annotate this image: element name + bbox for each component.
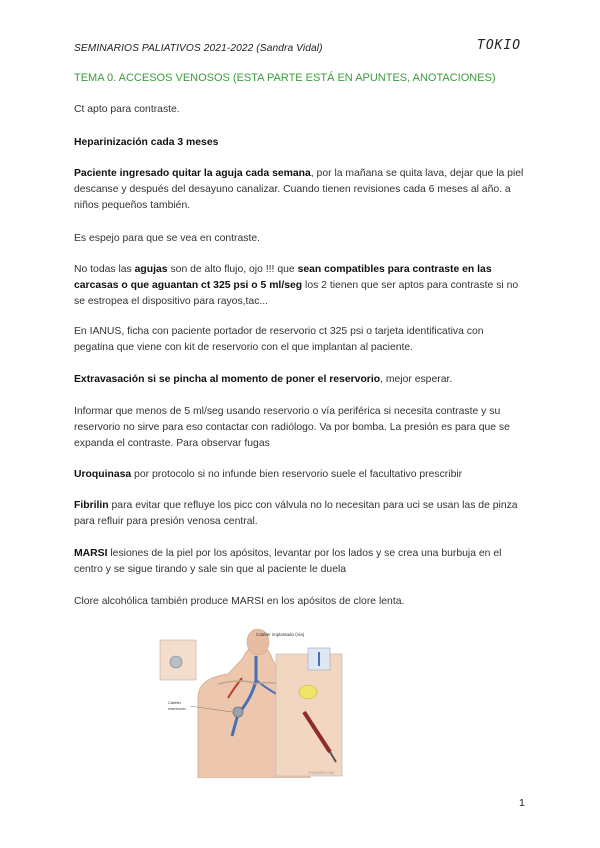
paragraph-heparin [74, 135, 526, 151]
figure-label-catheter: Catéter [168, 700, 182, 705]
paragraph-mirror [74, 231, 526, 247]
paragraph-text: lesiones de la piel por los apósitos, levantar por los lados y se crea una burbuja en el centro y se sigue tirando y sale sin que al paciente le duela [74, 548, 502, 575]
paragraph-bold: Extravasación si se pincha al momento de poner el reservorio [74, 374, 381, 385]
needle-dressing [299, 685, 317, 699]
paragraph-text: Es espejo para que se vea en contraste. [74, 233, 260, 244]
figure-watermark: TRADINGCOM [308, 771, 334, 775]
paragraph-ianus [74, 324, 526, 356]
paragraph-text: , por la mañana se quita lava, dejar que la piel descanse y después del desayuno canalizar. Cuando tienen revisiones cada 6 meses al año. a niños pequeños también. [74, 168, 524, 211]
inset-port [170, 656, 182, 668]
paragraph-urokinase [74, 467, 526, 483]
paragraph-extravasation [74, 372, 526, 388]
paragraph-needles-flow [74, 262, 526, 310]
paragraph-bold: Paciente ingresado quitar la aguja cada semana [74, 168, 311, 179]
paragraph-text: No todas las [74, 264, 135, 275]
paragraph-contrast [74, 102, 526, 118]
paragraph-marsi [74, 546, 526, 578]
right-inset-box [276, 654, 342, 776]
paragraph-text: , mejor esperar. [380, 374, 453, 385]
paragraph-chlorhexidine [74, 594, 526, 610]
paragraph-inform [74, 404, 526, 452]
paragraph-bold: Uroquinasa [74, 469, 132, 480]
section-title: TEMA 0. ACCESOS VENOSOS (ESTA PARTE ESTÁ EN APUNTES, ANOTACIONES) [74, 72, 496, 84]
page-number: 1 [519, 797, 525, 809]
figure-caption: Catéter implantado (vía) [256, 632, 305, 637]
paragraph-text: En IANUS, ficha con paciente portador de reservorio ct 325 psi o tarjeta identificativa con pegatina que viene con kit de reservorio con el que implantan al paciente. [74, 326, 484, 353]
paragraph-bold: MARSI [74, 548, 108, 559]
port-device [233, 707, 243, 717]
port-illustration [158, 628, 344, 778]
paragraph-bold: sean compatibles para contraste en las carcasas o que aguantan ct 325 psi o 5 ml/seg [74, 264, 492, 291]
paragraph-bold: agujas [134, 264, 168, 275]
paragraph-text: Ct apto para contraste. [74, 104, 180, 115]
paragraph-needle-weekly [74, 166, 526, 214]
paragraph-text: Informar que menos de 5 ml/seg usando reservorio o vía periférica si necesita contraste y su reservorio no sirve para eso contactar con radiólogo. Va por bomba. La presión es para que se expanda el contraste. Para observar fugas [74, 406, 510, 449]
paragraph-text: por protocolo si no infunde bien reservorio suele el facultativo prescribir [131, 469, 463, 480]
paragraph-bold: Fibrilin [74, 500, 109, 511]
header-title: SEMINARIOS PALIATIVOS 2021-2022 (Sandra Vidal) [74, 43, 323, 54]
paragraph-text: los 2 tienen que ser aptos para contraste si no se estropea el dispositivo para rayos,tac... [74, 280, 519, 307]
figure-label-reservoir: reservorio [168, 706, 186, 711]
paragraph-text: para evitar que refluye los picc con válvula no lo necesitan para uci se usan las de pinza para refluir para presión venosa central. [74, 500, 518, 527]
paragraph-text: Clore alcohólica también produce MARSI en los apósitos de clore lenta. [74, 596, 405, 607]
paragraph-bold: Heparinización cada 3 meses [74, 137, 219, 148]
paragraph-fibrilin [74, 498, 526, 530]
header-tag: TOKIO [477, 38, 522, 53]
paragraph-text: son de alto flujo, ojo !!! que [167, 264, 298, 275]
